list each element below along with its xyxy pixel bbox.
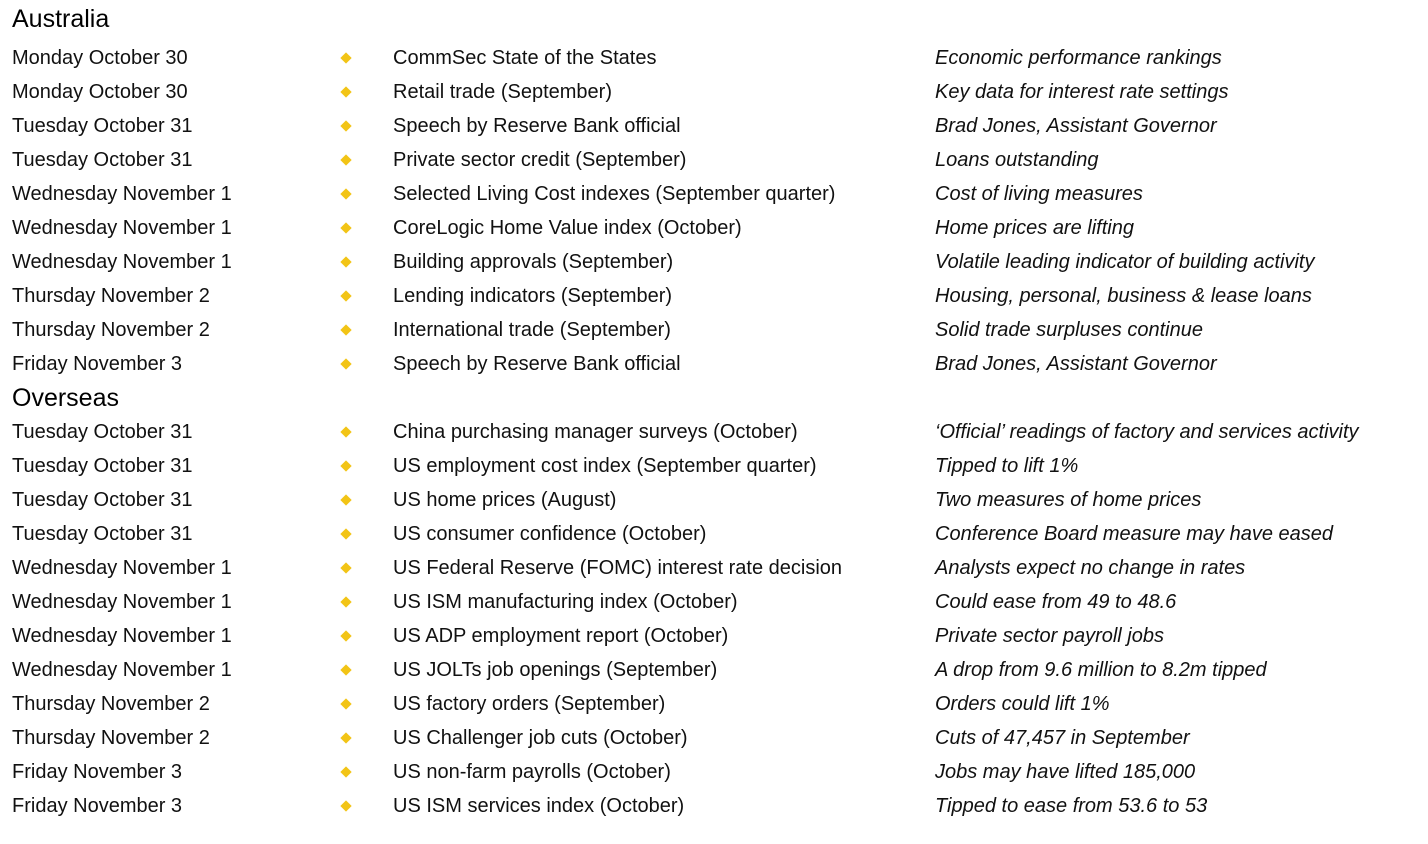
diamond-bullet-icon — [340, 766, 351, 777]
event-note: Loans outstanding — [935, 149, 1099, 171]
event-note: Conference Board measure may have eased — [935, 523, 1334, 545]
diamond-bullet-icon — [340, 630, 351, 641]
event-note: Two measures of home prices — [935, 489, 1202, 511]
event-name: US Federal Reserve (FOMC) interest rate decision — [393, 557, 843, 579]
calendar-row — [0, 551, 1428, 585]
event-note: Home prices are lifting — [935, 217, 1134, 239]
diamond-bullet-icon — [340, 358, 351, 369]
event-note: Economic performance rankings — [935, 47, 1222, 69]
diamond-bullet-icon — [340, 494, 351, 505]
calendar-row — [0, 415, 1428, 449]
calendar-row — [0, 585, 1428, 619]
calendar-row — [0, 279, 1428, 313]
event-note: Tipped to ease from 53.6 to 53 — [935, 795, 1208, 817]
calendar-row — [0, 721, 1428, 755]
calendar-row — [0, 109, 1428, 143]
section-title-overseas: Overseas — [12, 384, 119, 412]
event-date: Tuesday October 31 — [12, 421, 193, 443]
calendar-row — [0, 449, 1428, 483]
diamond-bullet-icon — [340, 800, 351, 811]
event-note: Volatile leading indicator of building activity — [935, 251, 1315, 273]
event-name: Retail trade (September) — [393, 81, 612, 103]
event-name: CommSec State of the States — [393, 47, 657, 69]
event-date: Monday October 30 — [12, 81, 188, 103]
calendar-row — [0, 177, 1428, 211]
event-note: ‘Official’ readings of factory and services activity — [935, 421, 1359, 443]
event-name: US JOLTs job openings (September) — [393, 659, 718, 681]
diamond-bullet-icon — [340, 154, 351, 165]
event-note: Analysts expect no change in rates — [935, 557, 1246, 579]
event-date: Tuesday October 31 — [12, 149, 193, 171]
diamond-bullet-icon — [340, 52, 351, 63]
event-note: Brad Jones, Assistant Governor — [935, 353, 1217, 375]
diamond-bullet-icon — [340, 188, 351, 199]
overseas-rows — [0, 415, 1428, 823]
event-note: Cuts of 47,457 in September — [935, 727, 1190, 749]
diamond-bullet-icon — [340, 562, 351, 573]
calendar-row — [0, 211, 1428, 245]
diamond-bullet-icon — [340, 222, 351, 233]
event-name: US ISM manufacturing index (October) — [393, 591, 738, 613]
event-name: Lending indicators (September) — [393, 285, 673, 307]
calendar-row — [0, 41, 1428, 75]
event-name: Speech by Reserve Bank official — [393, 353, 681, 375]
event-date: Tuesday October 31 — [12, 489, 193, 511]
event-name: CoreLogic Home Value index (October) — [393, 217, 742, 239]
diamond-bullet-icon — [340, 732, 351, 743]
event-date: Monday October 30 — [12, 47, 188, 69]
diamond-bullet-icon — [340, 528, 351, 539]
event-note: Cost of living measures — [935, 183, 1143, 205]
event-date: Thursday November 2 — [12, 727, 210, 749]
event-note: Jobs may have lifted 185,000 — [935, 761, 1196, 783]
calendar-row — [0, 789, 1428, 823]
event-name: Selected Living Cost indexes (September quarter) — [393, 183, 836, 205]
event-date: Thursday November 2 — [12, 319, 210, 341]
event-note: Orders could lift 1% — [935, 693, 1110, 715]
calendar-row — [0, 143, 1428, 177]
event-date: Thursday November 2 — [12, 693, 210, 715]
event-name: US ADP employment report (October) — [393, 625, 729, 647]
event-name: Building approvals (September) — [393, 251, 674, 273]
calendar-row — [0, 653, 1428, 687]
event-note: Tipped to lift 1% — [935, 455, 1079, 477]
calendar-row — [0, 75, 1428, 109]
event-name: US ISM services index (October) — [393, 795, 685, 817]
event-name: US home prices (August) — [393, 489, 617, 511]
event-date: Tuesday October 31 — [12, 455, 193, 477]
event-note: Private sector payroll jobs — [935, 625, 1164, 647]
diamond-bullet-icon — [340, 460, 351, 471]
australia-rows — [0, 41, 1428, 381]
event-date: Wednesday November 1 — [12, 625, 232, 647]
event-date: Wednesday November 1 — [12, 557, 232, 579]
event-date: Wednesday November 1 — [12, 183, 232, 205]
event-date: Wednesday November 1 — [12, 217, 232, 239]
event-name: US employment cost index (September quarter) — [393, 455, 817, 477]
event-note: Could ease from 49 to 48.6 — [935, 591, 1177, 613]
calendar-row — [0, 313, 1428, 347]
section-title-australia: Australia — [12, 5, 110, 33]
event-name: China purchasing manager surveys (October) — [393, 421, 798, 443]
event-name: US non-farm payrolls (October) — [393, 761, 671, 783]
event-note: A drop from 9.6 million to 8.2m tipped — [935, 659, 1267, 681]
calendar-row — [0, 517, 1428, 551]
event-name: International trade (September) — [393, 319, 671, 341]
event-note: Solid trade surpluses continue — [935, 319, 1203, 341]
event-date: Wednesday November 1 — [12, 659, 232, 681]
event-date: Friday November 3 — [12, 761, 183, 783]
event-date: Friday November 3 — [12, 353, 183, 375]
diamond-bullet-icon — [340, 426, 351, 437]
event-date: Wednesday November 1 — [12, 251, 232, 273]
calendar-row — [0, 619, 1428, 653]
event-note: Housing, personal, business & lease loans — [935, 285, 1312, 307]
diamond-bullet-icon — [340, 86, 351, 97]
diamond-bullet-icon — [340, 596, 351, 607]
calendar-row — [0, 245, 1428, 279]
calendar-row — [0, 755, 1428, 789]
diamond-bullet-icon — [340, 664, 351, 675]
diamond-bullet-icon — [340, 256, 351, 267]
event-date: Tuesday October 31 — [12, 115, 193, 137]
event-name: Private sector credit (September) — [393, 149, 687, 171]
diamond-bullet-icon — [340, 120, 351, 131]
event-name: US factory orders (September) — [393, 693, 666, 715]
event-name: US Challenger job cuts (October) — [393, 727, 688, 749]
event-date: Friday November 3 — [12, 795, 183, 817]
diamond-bullet-icon — [340, 290, 351, 301]
diamond-bullet-icon — [340, 324, 351, 335]
event-name: Speech by Reserve Bank official — [393, 115, 681, 137]
calendar-row — [0, 347, 1428, 381]
calendar-row — [0, 687, 1428, 721]
event-note: Brad Jones, Assistant Governor — [935, 115, 1217, 137]
calendar-row — [0, 483, 1428, 517]
event-date: Thursday November 2 — [12, 285, 210, 307]
event-date: Tuesday October 31 — [12, 523, 193, 545]
event-name: US consumer confidence (October) — [393, 523, 707, 545]
event-date: Wednesday November 1 — [12, 591, 232, 613]
diamond-bullet-icon — [340, 698, 351, 709]
event-note: Key data for interest rate settings — [935, 81, 1229, 103]
